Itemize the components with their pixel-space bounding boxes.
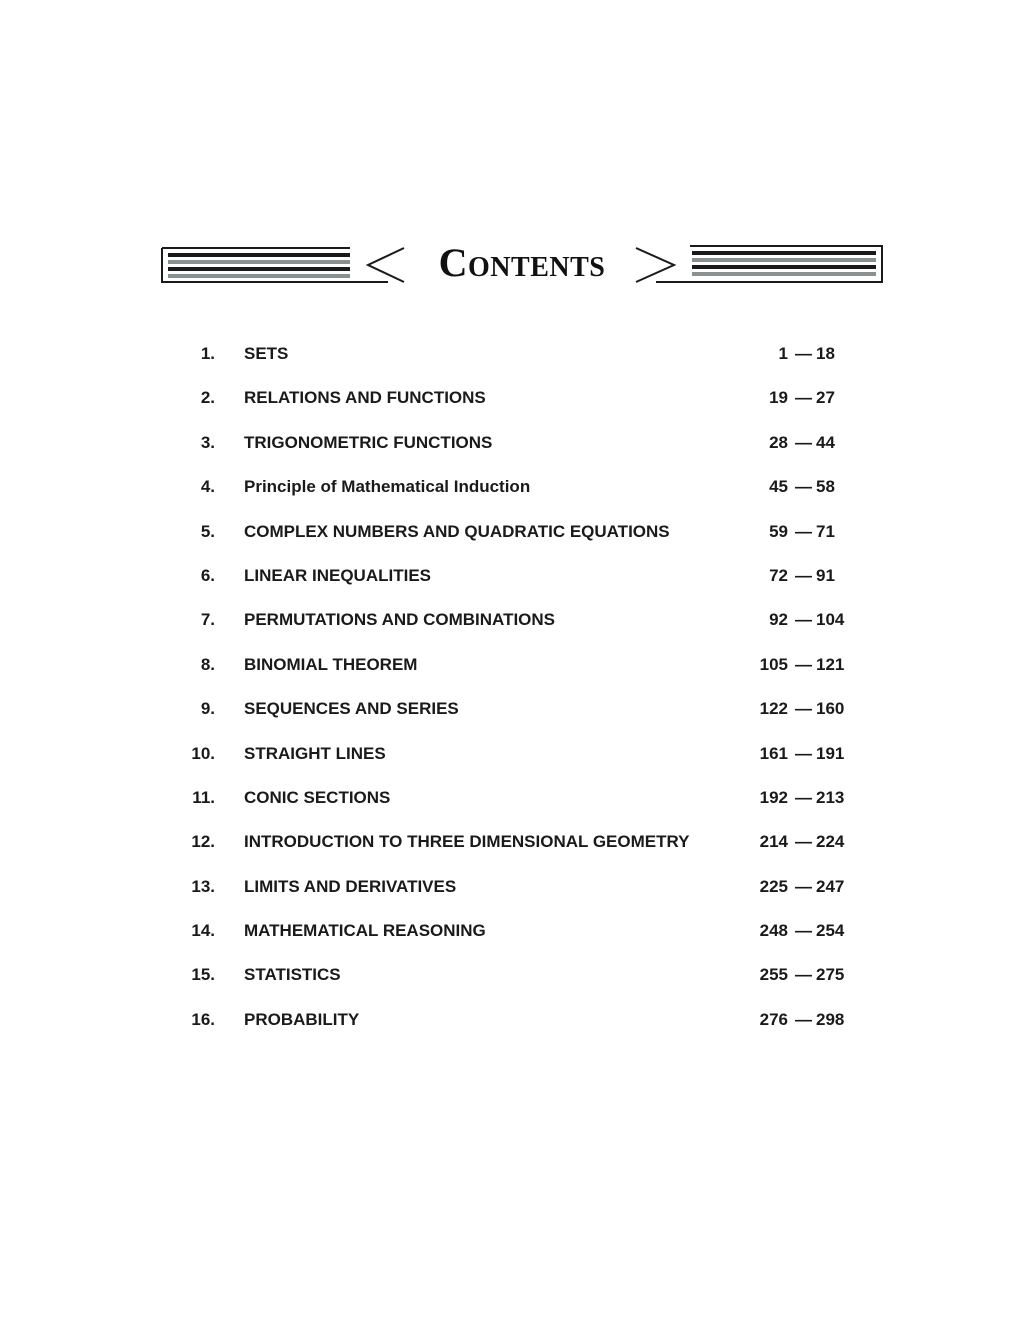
chapter-title: SEQUENCES AND SERIES — [244, 699, 459, 719]
toc-row — [0, 556, 1020, 600]
page-start: 72 — [769, 565, 788, 585]
page-start: 276 — [759, 1009, 788, 1029]
chapter-number: 14. — [191, 921, 215, 941]
chapter-title: TRIGONOMETRIC FUNCTIONS — [244, 432, 493, 452]
page-range-dash: — — [795, 521, 812, 541]
toc-row — [0, 822, 1020, 866]
toc-row — [0, 467, 1020, 511]
page-end: 213 — [816, 787, 845, 807]
chapter-title: RELATIONS AND FUNCTIONS — [244, 388, 486, 408]
page-title: Contents — [438, 240, 606, 285]
page-start: 161 — [759, 743, 788, 763]
chapter-number: 12. — [191, 832, 215, 852]
page-end: 58 — [816, 477, 835, 497]
chapter-number: 2. — [200, 388, 215, 408]
page-end: 160 — [816, 699, 845, 719]
contents-header — [160, 240, 884, 286]
page-range-dash: — — [795, 388, 812, 408]
chapter-title: PERMUTATIONS AND COMBINATIONS — [244, 610, 556, 630]
page-end: 44 — [816, 432, 835, 452]
chapter-number: 3. — [200, 432, 215, 452]
page-end: 104 — [816, 610, 845, 630]
page-range-dash: — — [795, 654, 812, 674]
toc-row — [0, 867, 1020, 911]
page-start: 105 — [759, 654, 788, 674]
page-range-dash: — — [795, 432, 812, 452]
page-end: 224 — [816, 832, 845, 852]
toc-row — [0, 423, 1020, 467]
chapter-number: 7. — [200, 610, 215, 630]
toc-row — [0, 645, 1020, 689]
chapter-number: 9. — [200, 699, 215, 719]
chapter-number: 1. — [200, 344, 215, 363]
chapter-title: STATISTICS — [244, 965, 341, 985]
page-start: 28 — [769, 432, 788, 452]
page-range-dash: — — [795, 921, 812, 941]
chapter-title: STRAIGHT LINES — [244, 743, 386, 763]
chapter-title: CONIC SECTIONS — [244, 787, 391, 807]
toc-row — [0, 911, 1020, 955]
chapter-title: COMPLEX NUMBERS AND QUADRATIC EQUATIONS — [244, 521, 670, 541]
chapter-number: 8. — [200, 654, 215, 674]
toc-row — [0, 334, 1020, 378]
toc-row — [0, 378, 1020, 422]
page-start: 214 — [759, 832, 788, 852]
page-start: 59 — [769, 521, 788, 541]
chapter-number: 15. — [191, 965, 215, 985]
page-end: 121 — [816, 654, 845, 674]
chapter-number: 6. — [200, 565, 215, 585]
chapter-number: 11. — [192, 787, 215, 807]
page-range-dash: — — [795, 699, 812, 719]
chapter-title: PROBABILITY — [244, 1009, 360, 1029]
chapter-title: LIMITS AND DERIVATIVES — [244, 876, 457, 896]
toc-row — [0, 734, 1020, 778]
toc-row — [0, 600, 1020, 644]
page-start: 45 — [769, 477, 788, 497]
page-start: 1 — [778, 344, 788, 363]
page-range-dash: — — [795, 832, 812, 852]
page-end: 254 — [816, 921, 845, 941]
page-range-dash: — — [795, 876, 812, 896]
toc-row — [0, 512, 1020, 556]
toc-row — [0, 689, 1020, 733]
chapter-title: LINEAR INEQUALITIES — [244, 565, 432, 585]
chapter-title: MATHEMATICAL REASONING — [244, 921, 486, 941]
page-range-dash: — — [795, 610, 812, 630]
toc-row — [0, 778, 1020, 822]
page-end: 247 — [816, 876, 845, 896]
page-start: 225 — [759, 876, 788, 896]
chapter-number: 16. — [191, 1009, 215, 1029]
chapter-number: 4. — [200, 477, 215, 497]
chapter-title: INTRODUCTION TO THREE DIMENSIONAL GEOMETRY — [244, 832, 690, 852]
page-start: 248 — [759, 921, 788, 941]
chapter-number: 13. — [191, 876, 215, 896]
chapter-number: 10. — [191, 743, 215, 763]
page-range-dash: — — [795, 787, 812, 807]
page-range-dash: — — [795, 344, 812, 363]
table-of-contents — [0, 334, 1020, 1044]
page-range-dash: — — [795, 1009, 812, 1029]
page-end: 91 — [816, 565, 835, 585]
page-start: 92 — [769, 610, 788, 630]
toc-row — [0, 955, 1020, 999]
page-end: 191 — [816, 743, 845, 763]
page-start: 19 — [769, 388, 788, 408]
chapter-title: Principle of Mathematical Induction — [244, 477, 531, 497]
toc-row — [0, 1000, 1020, 1044]
page-start: 255 — [759, 965, 788, 985]
page-range-dash: — — [795, 477, 812, 497]
page-range-dash: — — [795, 743, 812, 763]
chapter-number: 5. — [200, 521, 215, 541]
page-start: 192 — [759, 787, 788, 807]
chapter-title: BINOMIAL THEOREM — [244, 654, 418, 674]
page-end: 18 — [816, 344, 835, 363]
page-end: 71 — [816, 521, 835, 541]
chapter-title: SETS — [244, 344, 289, 363]
page-end: 27 — [816, 388, 835, 408]
page-end: 298 — [816, 1009, 845, 1029]
page-start: 122 — [759, 699, 788, 719]
page-range-dash: — — [795, 965, 812, 985]
page-range-dash: — — [795, 565, 812, 585]
page-end: 275 — [816, 965, 845, 985]
